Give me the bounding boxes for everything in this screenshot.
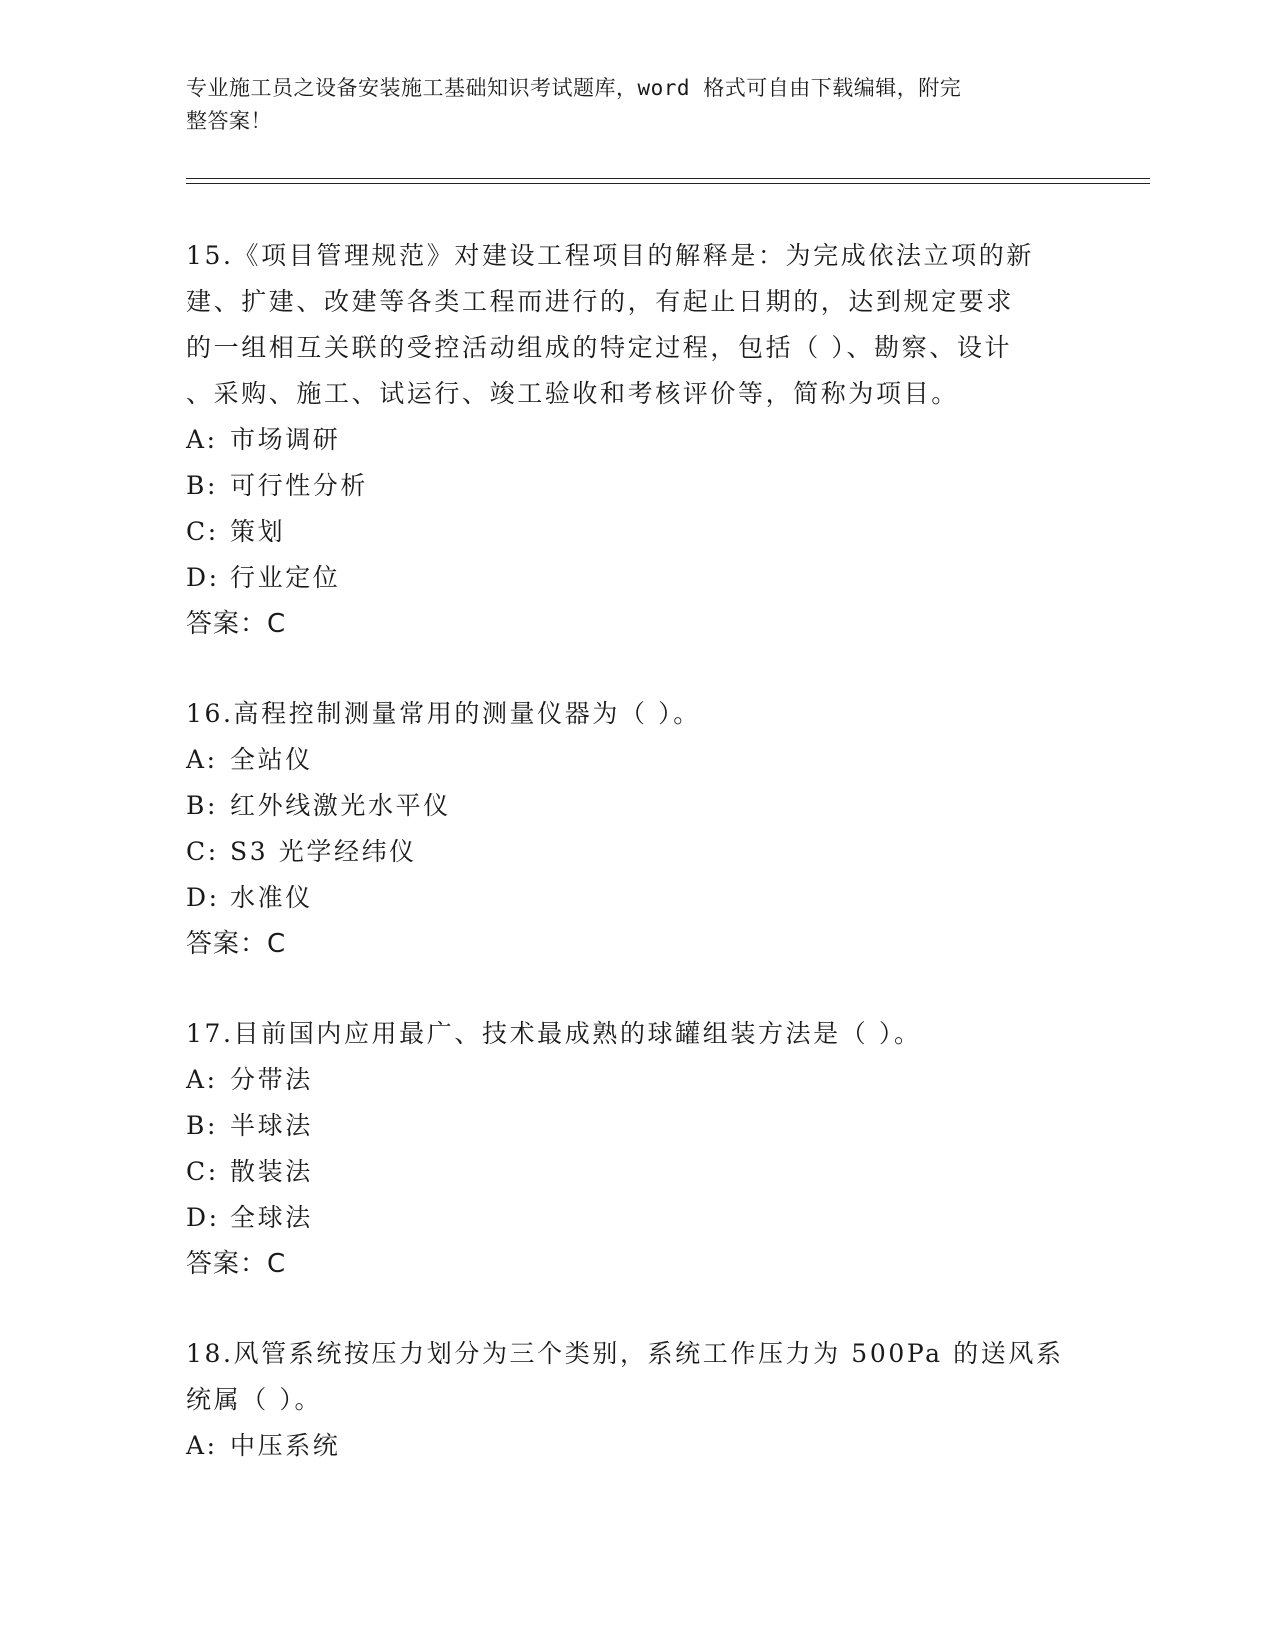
answer-line: 答案：C <box>186 609 287 639</box>
header-rule-top <box>186 178 1150 179</box>
question-16 <box>186 691 1086 967</box>
header-rule-bottom <box>186 183 1150 184</box>
option-key: A: <box>186 745 218 774</box>
question-list <box>186 233 1086 1469</box>
option-key: B: <box>186 1111 218 1140</box>
option-key: A: <box>186 1065 218 1094</box>
option-b <box>186 1103 1086 1149</box>
option-key: B: <box>186 791 218 820</box>
option-key: D: <box>186 1203 220 1232</box>
answer-line: 答案：C <box>186 929 287 959</box>
answer-line: 答案：C <box>186 1249 287 1279</box>
option-key: B: <box>186 471 218 500</box>
question-17 <box>186 1011 1086 1287</box>
option-b <box>186 783 1086 829</box>
option-d <box>186 1195 1086 1241</box>
option-key: C: <box>186 1157 219 1186</box>
question-stem-line: 建、扩建、改建等各类工程而进行的，有起止日期的，达到规定要求 <box>186 287 1015 316</box>
option-a <box>186 1423 1086 1469</box>
option-text: S3 光学经纬仪 <box>230 837 417 866</box>
document-header <box>186 72 1066 138</box>
option-a <box>186 1057 1086 1103</box>
option-text: 全站仪 <box>230 745 313 774</box>
option-text: 策划 <box>230 517 286 546</box>
question-stem-line: 18.风管系统按压力划分为三个类别，系统工作压力为 500Pa 的送风系 <box>186 1339 1064 1368</box>
option-key: C: <box>186 837 219 866</box>
question-stem-line: 17.目前国内应用最广、技术最成熟的球罐组装方法是（ ）。 <box>186 1019 922 1048</box>
question-18 <box>186 1331 1086 1469</box>
option-text: 全球法 <box>230 1203 313 1232</box>
question-spacer <box>186 967 1086 1011</box>
option-text: 红外线激光水平仪 <box>230 791 451 820</box>
option-c <box>186 1149 1086 1195</box>
option-key: D: <box>186 563 220 592</box>
option-key: C: <box>186 517 219 546</box>
header-line-2: 整答案！ <box>186 109 272 133</box>
option-text: 半球法 <box>230 1111 313 1140</box>
option-d <box>186 555 1086 601</box>
question-spacer <box>186 1287 1086 1331</box>
question-stem-line: 16.高程控制测量常用的测量仪器为（ ）。 <box>186 699 701 728</box>
option-key: A: <box>186 1431 218 1460</box>
option-c <box>186 829 1086 875</box>
option-b <box>186 463 1086 509</box>
option-a <box>186 737 1086 783</box>
option-d <box>186 875 1086 921</box>
option-text: 水准仪 <box>230 883 313 912</box>
question-15 <box>186 233 1086 647</box>
question-stem-line: 、采购、施工、试运行、竣工验收和考核评价等，简称为项目。 <box>186 379 959 408</box>
option-text: 散装法 <box>230 1157 313 1186</box>
question-spacer <box>186 647 1086 691</box>
option-a <box>186 417 1086 463</box>
option-text: 中压系统 <box>230 1431 341 1460</box>
question-stem-line: 的一组相互关联的受控活动组成的特定过程，包括（ ）、勘察、设计 <box>186 333 1013 362</box>
question-stem-line: 统属（ ）。 <box>186 1385 323 1414</box>
option-c <box>186 509 1086 555</box>
option-text: 分带法 <box>230 1065 313 1094</box>
option-key: A: <box>186 425 218 454</box>
header-line-1: 专业施工员之设备安装施工基础知识考试题库，word 格式可自由下载编辑，附完 <box>186 76 962 100</box>
option-key: D: <box>186 883 220 912</box>
option-text: 市场调研 <box>230 425 341 454</box>
option-text: 可行性分析 <box>230 471 369 500</box>
option-text: 行业定位 <box>230 563 341 592</box>
question-stem-line: 15.《项目管理规范》对建设工程项目的解释是：为完成依法立项的新 <box>186 241 1034 270</box>
